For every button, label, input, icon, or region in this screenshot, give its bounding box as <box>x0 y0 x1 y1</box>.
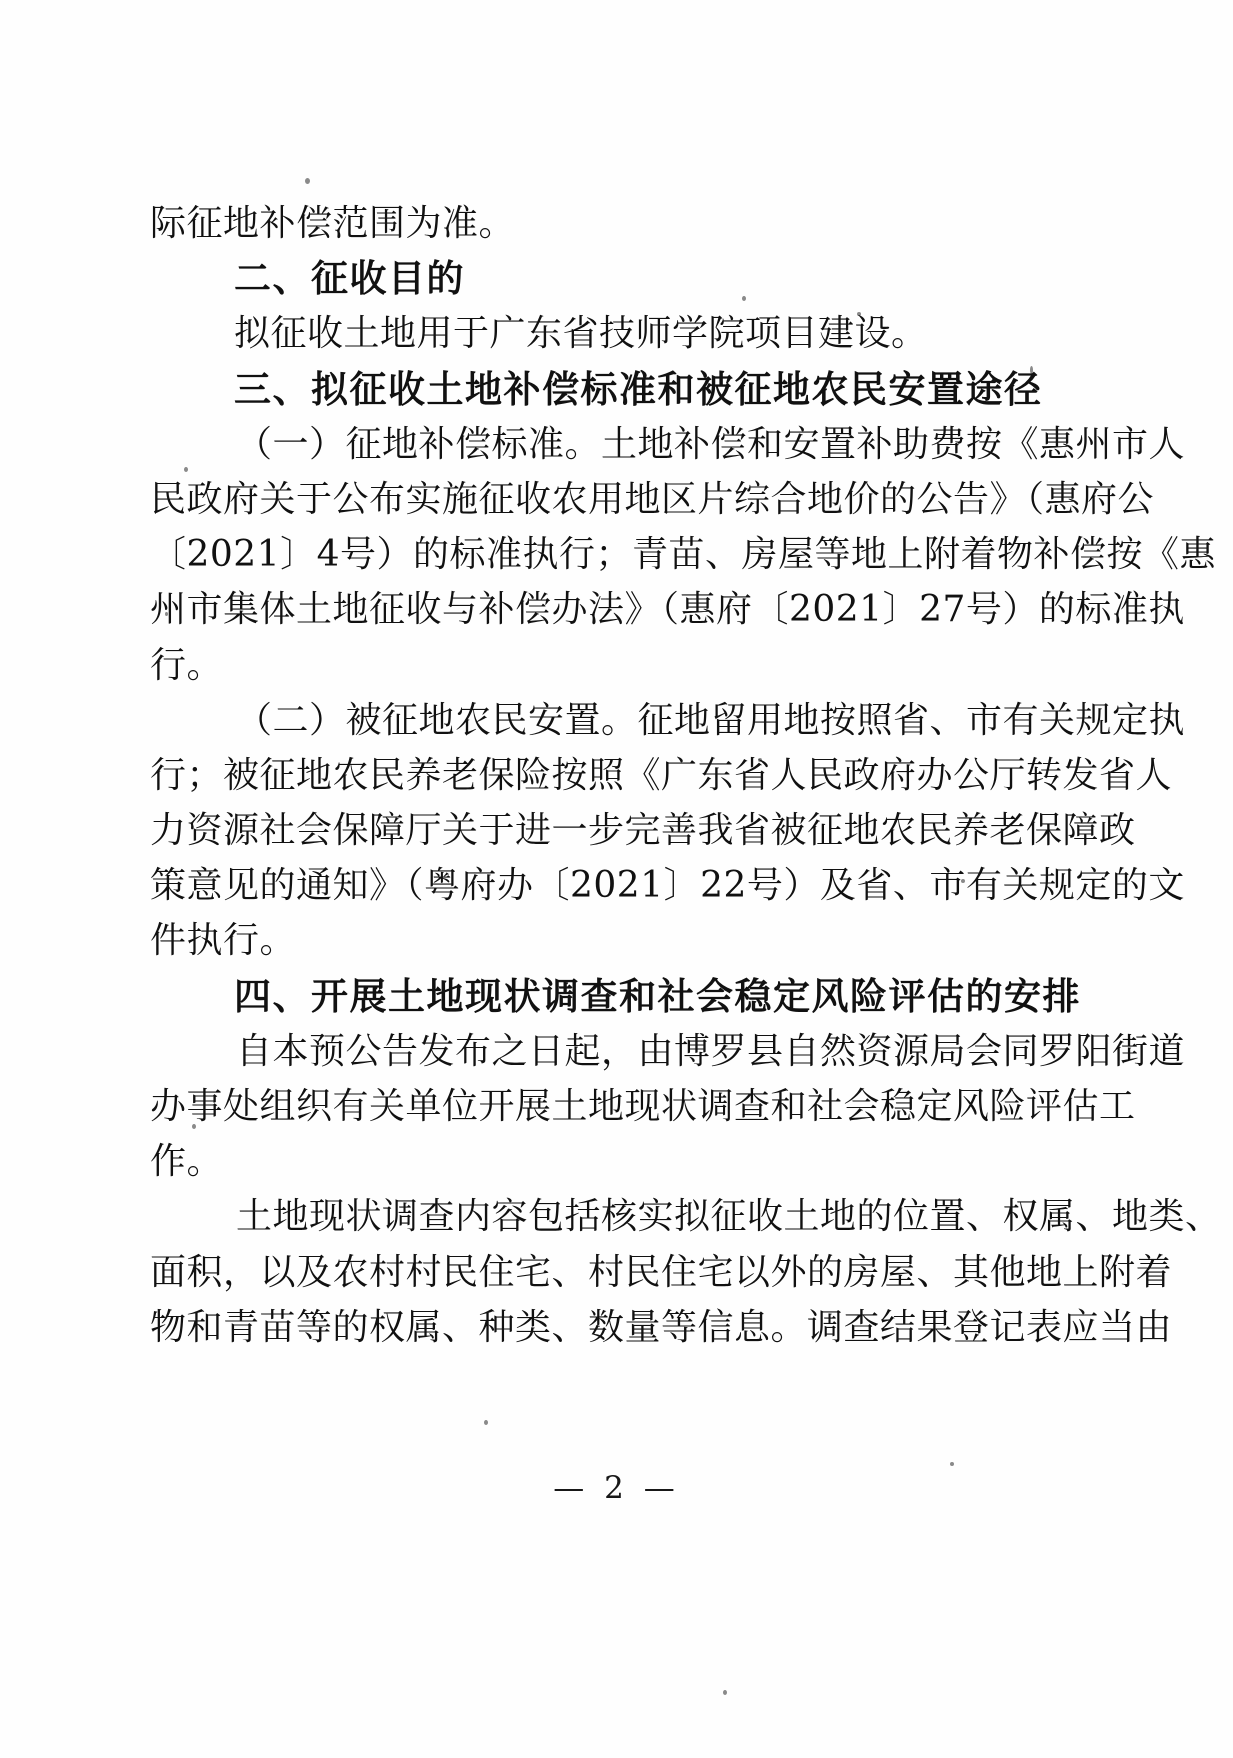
text-line: 策意见的通知》（粤府办〔2021〕22号）及省、市有关规定的文 <box>150 865 1185 907</box>
scan-speck <box>484 1420 488 1425</box>
text-line: 〔2021〕4号）的标准执行；青苗、房屋等地上附着物补偿按《惠 <box>150 534 1217 576</box>
text-line: 力资源社会保障厅关于进一步完善我省被征地农民养老保障政 <box>150 810 1136 852</box>
text-line: 自本预公告发布之日起，由博罗县自然资源局会同罗阳街道 <box>236 1030 1186 1072</box>
text-line: 行；被征地农民养老保险按照《广东省人民政府办公厅转发省人 <box>150 754 1173 796</box>
text-line: （二）被征地农民安置。征地留用地按照省、市有关规定执 <box>236 699 1186 741</box>
document-body <box>150 196 1222 1355</box>
section-heading-4: 四、开展土地现状调查和社会稳定风险评估的安排 <box>234 973 1081 1018</box>
text-line: 面积，以及农村村民住宅、村民住宅以外的房屋、其他地上附着 <box>150 1251 1173 1293</box>
scan-speck <box>305 178 310 184</box>
text-line: 行。 <box>150 644 224 686</box>
page-number: — 2 — <box>553 1470 680 1506</box>
scan-speck <box>723 1690 727 1695</box>
text-line: 州市集体土地征收与补偿办法》（惠府〔2021〕27号）的标准执 <box>150 589 1185 631</box>
text-line: 土地现状调查内容包括核实拟征收土地的位置、权属、地类、 <box>236 1196 1222 1238</box>
text-line: 件执行。 <box>150 920 297 962</box>
text-line: 办事处组织有关单位开展土地现状调查和社会稳定风险评估工 <box>150 1086 1136 1127</box>
scan-speck <box>950 1462 954 1466</box>
text-line: 物和青苗等的权属、种类、数量等信息。调查结果登记表应当由 <box>150 1306 1173 1348</box>
text-line: 际征地补偿范围为准。 <box>150 203 516 244</box>
text-line: （一）征地补偿标准。土地补偿和安置补助费按《惠州市人 <box>236 423 1186 465</box>
section-heading-2: 二、征收目的 <box>234 256 465 301</box>
section-heading-3: 三、拟征收土地补偿标准和被征地农民安置途径 <box>234 366 1043 411</box>
text-line: 作。 <box>150 1141 224 1183</box>
text-line: 民政府关于公布实施征收农用地区片综合地价的公告》（惠府公 <box>150 478 1155 520</box>
text-line: 拟征收土地用于广东省技师学院项目建设。 <box>234 313 928 355</box>
